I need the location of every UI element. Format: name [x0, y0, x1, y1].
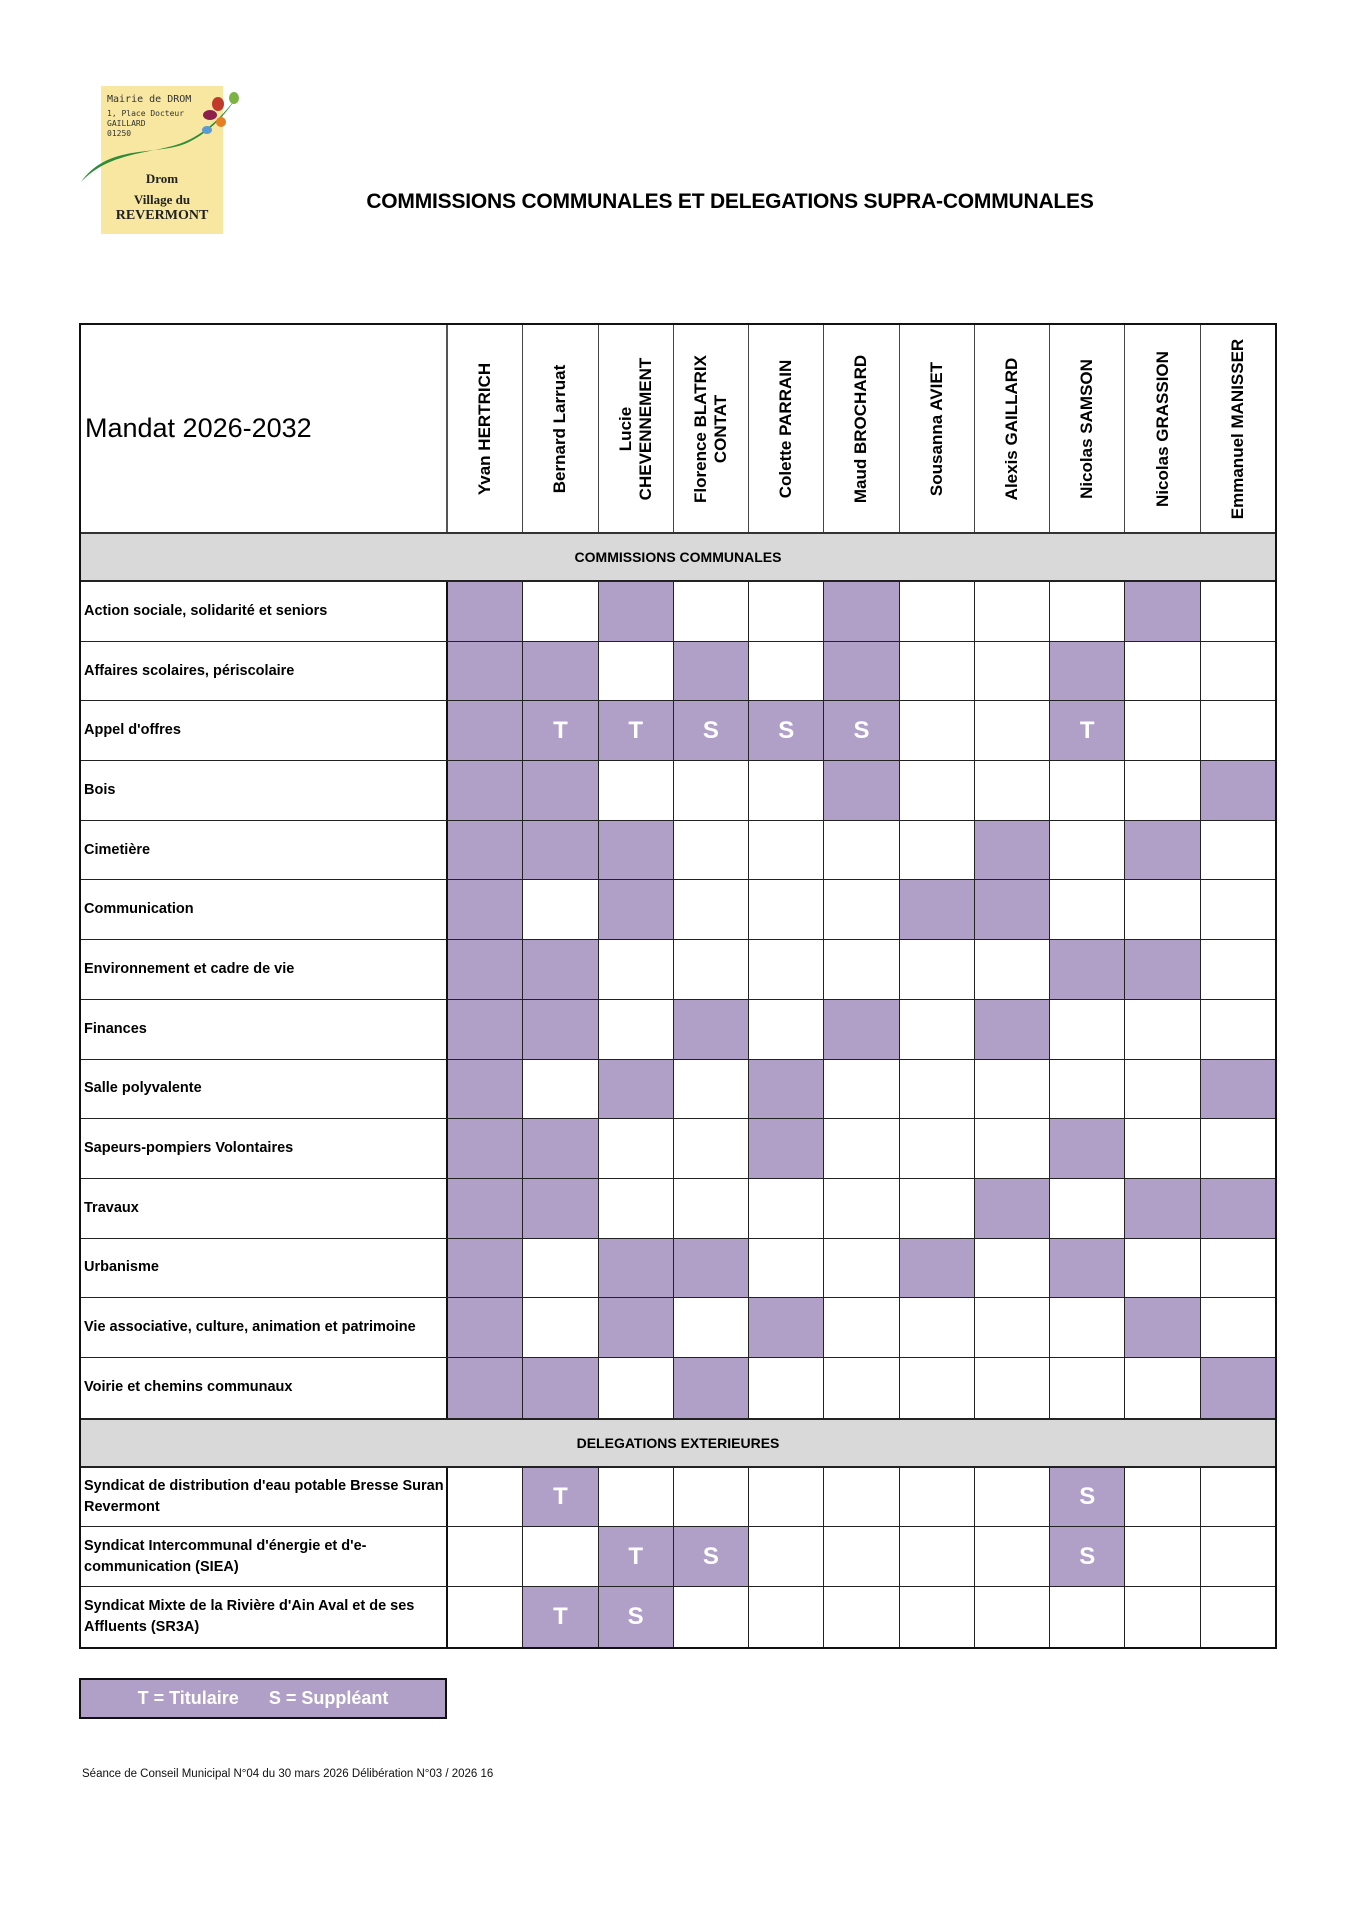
table-row	[81, 1239, 1275, 1299]
member-column-header	[674, 325, 749, 532]
row-label: Action sociale, solidarité et seniors	[81, 582, 448, 641]
assignment-cell-filled	[1125, 1298, 1200, 1357]
assignment-cell-empty	[975, 1468, 1050, 1527]
assignment-cell-empty	[824, 1119, 899, 1178]
assignment-cell-empty	[1125, 642, 1200, 701]
assignment-cell-empty	[749, 1179, 824, 1238]
assignment-cell-filled	[448, 582, 523, 641]
assignment-cell-filled	[448, 1298, 523, 1357]
table-header-row	[81, 325, 1275, 534]
logo-line-2: 1, Place Docteur	[107, 109, 185, 118]
member-name	[616, 357, 656, 500]
table-row	[81, 582, 1275, 642]
assignment-cell-filled	[599, 1298, 674, 1357]
assignment-cell-empty	[975, 1358, 1050, 1418]
assignment-cell-filled: S	[749, 701, 824, 760]
legend-suppleant: S = Suppléant	[268, 1688, 389, 1708]
table-row	[81, 880, 1275, 940]
assignment-cell-empty	[448, 1587, 523, 1647]
assignment-cell-empty	[749, 880, 824, 939]
assignment-cell-empty	[900, 1358, 975, 1418]
assignment-cell-filled	[523, 761, 598, 820]
assignment-cell-empty	[824, 880, 899, 939]
assignment-cell-filled	[448, 761, 523, 820]
assignment-cell-empty	[1201, 582, 1275, 641]
assignment-cell-empty	[523, 1060, 598, 1119]
row-label: Travaux	[81, 1179, 448, 1238]
assignment-cell-empty	[1201, 701, 1275, 760]
assignment-cell-filled: T	[599, 1527, 674, 1586]
assignment-cell-empty	[749, 1468, 824, 1527]
assignment-cell-empty	[1050, 1000, 1125, 1059]
assignment-cell-filled	[1050, 1119, 1125, 1178]
assignment-cell-filled	[975, 1000, 1050, 1059]
assignment-cell-empty	[1201, 1527, 1275, 1586]
assignment-cell-empty	[1201, 642, 1275, 701]
assignment-cell-empty	[1201, 940, 1275, 999]
assignment-cell-empty	[1125, 701, 1200, 760]
member-column-header	[824, 325, 899, 532]
row-label: Environnement et cadre de vie	[81, 940, 448, 999]
table-row	[81, 1358, 1275, 1418]
assignment-cell-filled	[975, 1179, 1050, 1238]
assignment-cell-filled	[1125, 1179, 1200, 1238]
assignment-table	[79, 323, 1277, 1649]
row-label: Affaires scolaires, périscolaire	[81, 642, 448, 701]
assignment-cell-empty	[749, 1358, 824, 1418]
row-label: Syndicat Intercommunal d'énergie et d'e-communication (SIEA)	[81, 1527, 448, 1586]
member-name-line-1: Maud BROCHARD	[851, 354, 871, 503]
row-label: Cimetière	[81, 821, 448, 880]
assignment-cell-empty	[1050, 1179, 1125, 1238]
assignment-cell-empty	[975, 1119, 1050, 1178]
member-name	[1153, 351, 1173, 507]
assignment-cell-filled	[523, 821, 598, 880]
table-row	[81, 821, 1275, 881]
assignment-cell-empty	[824, 1298, 899, 1357]
assignment-cell-empty	[824, 1587, 899, 1647]
assignment-cell-empty	[749, 1587, 824, 1647]
logo-line-1: Mairie de DROM	[107, 94, 192, 105]
assignment-cell-filled	[1050, 1239, 1125, 1298]
logo-line-3: GAILLARD	[107, 119, 146, 128]
assignment-cell-empty	[1201, 880, 1275, 939]
assignment-cell-empty	[599, 761, 674, 820]
assignment-cell-empty	[1125, 1000, 1200, 1059]
member-name-line-2: CONTAT	[710, 394, 730, 463]
member-name	[1002, 357, 1022, 500]
assignment-cell-empty	[1125, 1239, 1200, 1298]
table-row	[81, 1060, 1275, 1120]
assignment-cell-empty	[975, 1587, 1050, 1647]
assignment-cell-empty	[975, 1527, 1050, 1586]
table-row	[81, 642, 1275, 702]
assignment-cell-empty	[1201, 1468, 1275, 1527]
assignment-cell-empty	[749, 1239, 824, 1298]
legend-titulaire: T = Titulaire	[137, 1688, 239, 1708]
assignment-cell-empty	[900, 821, 975, 880]
assignment-cell-filled	[599, 821, 674, 880]
logo-line-4: 01250	[107, 129, 132, 138]
assignment-cell-filled: S	[599, 1587, 674, 1647]
assignment-cell-empty	[975, 1239, 1050, 1298]
assignment-cell-empty	[900, 1468, 975, 1527]
assignment-cell-filled	[599, 1239, 674, 1298]
assignment-cell-filled	[1125, 940, 1200, 999]
assignment-cell-empty	[900, 642, 975, 701]
assignment-cell-empty	[1050, 1060, 1125, 1119]
assignment-cell-empty	[1125, 1587, 1200, 1647]
assignment-cell-filled	[1201, 1179, 1275, 1238]
assignment-cell-empty	[975, 1298, 1050, 1357]
assignment-cell-filled: S	[824, 701, 899, 760]
assignment-cell-filled: S	[674, 1527, 749, 1586]
assignment-cell-empty	[900, 940, 975, 999]
assignment-cell-filled	[599, 1060, 674, 1119]
logo-tagline-1: Village du	[133, 192, 191, 207]
assignment-cell-empty	[523, 1239, 598, 1298]
assignment-cell-empty	[749, 940, 824, 999]
assignment-cell-empty	[523, 582, 598, 641]
assignment-cell-filled	[1201, 1358, 1275, 1418]
row-label: Sapeurs-pompiers Volontaires	[81, 1119, 448, 1178]
assignment-cell-empty	[749, 642, 824, 701]
table-row	[81, 1179, 1275, 1239]
assignment-cell-empty	[523, 1298, 598, 1357]
member-column-header	[1125, 325, 1200, 532]
assignment-cell-filled	[448, 1060, 523, 1119]
assignment-cell-filled	[900, 1239, 975, 1298]
row-label: Communication	[81, 880, 448, 939]
table-row	[81, 1000, 1275, 1060]
assignment-cell-filled: S	[1050, 1527, 1125, 1586]
assignment-cell-empty	[1050, 880, 1125, 939]
assignment-cell-empty	[674, 1298, 749, 1357]
assignment-cell-filled	[448, 1358, 523, 1418]
member-name	[550, 364, 570, 492]
assignment-cell-filled	[599, 880, 674, 939]
assignment-cell-empty	[824, 1527, 899, 1586]
assignment-cell-filled	[448, 1179, 523, 1238]
assignment-cell-filled	[824, 761, 899, 820]
member-column-header	[599, 325, 674, 532]
assignment-cell-filled	[824, 582, 899, 641]
assignment-cell-empty	[900, 1119, 975, 1178]
assignment-cell-filled	[448, 1000, 523, 1059]
assignment-cell-empty	[1201, 1119, 1275, 1178]
member-name-line-1: Florence BLATRIX	[690, 354, 710, 503]
assignment-cell-empty	[1125, 1060, 1200, 1119]
assignment-cell-empty	[824, 821, 899, 880]
assignment-cell-empty	[1125, 761, 1200, 820]
assignment-cell-filled	[674, 1000, 749, 1059]
assignment-cell-empty	[1201, 1000, 1275, 1059]
assignment-cell-empty	[674, 1468, 749, 1527]
assignment-cell-empty	[824, 940, 899, 999]
assignment-cell-filled: S	[1050, 1468, 1125, 1527]
assignment-cell-empty	[674, 880, 749, 939]
member-name	[1228, 338, 1248, 518]
table-row	[81, 1527, 1275, 1587]
assignment-cell-empty	[1050, 1298, 1125, 1357]
assignment-cell-empty	[749, 821, 824, 880]
assignment-cell-empty	[1201, 1239, 1275, 1298]
assignment-cell-empty	[674, 1060, 749, 1119]
row-label: Voirie et chemins communaux	[81, 1358, 448, 1418]
assignment-cell-empty	[975, 701, 1050, 760]
table-row	[81, 940, 1275, 1000]
legend-box	[79, 1678, 447, 1719]
member-column-header	[1050, 325, 1125, 532]
assignment-cell-filled	[900, 880, 975, 939]
assignment-cell-filled	[824, 1000, 899, 1059]
logo-tagline-2: REVERMONT	[115, 208, 209, 223]
assignment-cell-filled	[448, 1119, 523, 1178]
assignment-cell-empty	[900, 1298, 975, 1357]
member-column-header	[900, 325, 975, 532]
table-row	[81, 1119, 1275, 1179]
member-name	[1077, 359, 1097, 499]
section-header: DELEGATIONS EXTERIEURES	[81, 1418, 1275, 1468]
assignment-cell-empty	[1050, 582, 1125, 641]
assignment-cell-empty	[1201, 1587, 1275, 1647]
assignment-cell-empty	[674, 582, 749, 641]
member-name-line-1: Emmanuel MANISSER	[1227, 338, 1247, 519]
member-name	[776, 359, 796, 498]
assignment-cell-filled	[674, 1239, 749, 1298]
member-name-line-1: Yvan HERTRICH	[475, 362, 495, 495]
assignment-cell-filled	[1201, 761, 1275, 820]
row-label: Vie associative, culture, animation et patrimoine	[81, 1298, 448, 1357]
assignment-cell-filled	[523, 1119, 598, 1178]
assignment-cell-filled	[1125, 582, 1200, 641]
assignment-cell-empty	[749, 582, 824, 641]
assignment-cell-filled: T	[523, 1468, 598, 1527]
assignment-cell-empty	[975, 940, 1050, 999]
assignment-cell-empty	[674, 940, 749, 999]
member-name-line-1: Nicolas SAMSON	[1077, 358, 1097, 499]
assignment-cell-empty	[1050, 1587, 1125, 1647]
table-row	[81, 1587, 1275, 1647]
assignment-cell-filled	[448, 880, 523, 939]
assignment-cell-empty	[599, 1358, 674, 1418]
assignment-cell-filled	[749, 1298, 824, 1357]
assignment-cell-filled	[523, 642, 598, 701]
table-row	[81, 701, 1275, 761]
assignment-cell-empty	[824, 1239, 899, 1298]
row-label: Syndicat Mixte de la Rivière d'Ain Aval et de ses Affluents (SR3A)	[81, 1587, 448, 1647]
assignment-cell-empty	[599, 940, 674, 999]
member-name-line-1: Alexis GAILLARD	[1001, 357, 1021, 500]
assignment-cell-empty	[749, 761, 824, 820]
member-name	[927, 361, 947, 495]
assignment-cell-empty	[900, 1527, 975, 1586]
assignment-cell-empty	[1125, 880, 1200, 939]
row-label: Finances	[81, 1000, 448, 1059]
assignment-cell-filled	[749, 1060, 824, 1119]
member-name-line-1: Nicolas GRASSION	[1152, 350, 1172, 507]
assignment-cell-empty	[749, 1527, 824, 1586]
footer-note: Séance de Conseil Municipal N°04 du 30 mars 2026 Délibération N°03 / 2026 16	[82, 1768, 494, 1780]
member-name	[691, 355, 731, 503]
assignment-cell-empty	[674, 1587, 749, 1647]
assignment-cell-empty	[1201, 821, 1275, 880]
member-column-header	[975, 325, 1050, 532]
row-label: Bois	[81, 761, 448, 820]
assignment-cell-filled	[1050, 940, 1125, 999]
assignment-cell-empty	[674, 761, 749, 820]
mandate-label: Mandat 2026-2032	[81, 325, 448, 532]
assignment-cell-empty	[523, 1527, 598, 1586]
assignment-cell-filled: S	[674, 701, 749, 760]
assignment-cell-empty	[1125, 1119, 1200, 1178]
document-title: COMMISSIONS COMMUNALES ET DELEGATIONS SUPRA-COMMUNALES	[366, 190, 1094, 213]
table-row	[81, 1298, 1275, 1358]
assignment-cell-filled	[674, 642, 749, 701]
assignment-cell-empty	[824, 1060, 899, 1119]
row-label: Appel d'offres	[81, 701, 448, 760]
assignment-cell-filled	[523, 1179, 598, 1238]
assignment-cell-filled: T	[599, 701, 674, 760]
assignment-cell-filled	[1201, 1060, 1275, 1119]
member-column-header	[448, 325, 523, 532]
assignment-cell-filled	[749, 1119, 824, 1178]
assignment-cell-filled	[1125, 821, 1200, 880]
member-name-line-2: CHEVENNEMENT	[635, 357, 655, 500]
assignment-cell-empty	[975, 582, 1050, 641]
member-column-header	[1201, 325, 1275, 532]
member-name-line-1: Colette PARRAIN	[776, 359, 796, 498]
assignment-cell-filled: T	[523, 701, 598, 760]
assignment-cell-filled	[448, 821, 523, 880]
assignment-cell-filled: T	[523, 1587, 598, 1647]
assignment-cell-empty	[1050, 1358, 1125, 1418]
assignment-cell-empty	[900, 761, 975, 820]
table-row	[81, 1468, 1275, 1528]
municipality-logo	[79, 82, 249, 238]
assignment-cell-empty	[1125, 1358, 1200, 1418]
assignment-cell-filled	[523, 940, 598, 999]
assignment-cell-filled	[824, 642, 899, 701]
assignment-cell-filled	[674, 1358, 749, 1418]
row-label: Urbanisme	[81, 1239, 448, 1298]
row-label: Syndicat de distribution d'eau potable Bresse Suran Revermont	[81, 1468, 448, 1527]
member-column-header	[749, 325, 824, 532]
assignment-cell-filled	[448, 642, 523, 701]
assignment-cell-empty	[975, 642, 1050, 701]
assignment-cell-empty	[900, 1587, 975, 1647]
assignment-cell-empty	[523, 880, 598, 939]
assignment-cell-empty	[1125, 1527, 1200, 1586]
assignment-cell-empty	[824, 1358, 899, 1418]
assignment-cell-empty	[599, 1119, 674, 1178]
assignment-cell-empty	[900, 582, 975, 641]
assignment-cell-filled	[975, 880, 1050, 939]
assignment-cell-filled	[448, 701, 523, 760]
member-name-line-1: Bernard Larruat	[550, 364, 570, 493]
assignment-cell-empty	[599, 1468, 674, 1527]
assignment-cell-filled	[599, 582, 674, 641]
assignment-cell-filled	[1050, 642, 1125, 701]
member-column-header	[523, 325, 598, 532]
assignment-cell-empty	[824, 1468, 899, 1527]
row-label: Salle polyvalente	[81, 1060, 448, 1119]
assignment-cell-empty	[900, 701, 975, 760]
member-name-line-1: Sousanna AVIET	[926, 361, 946, 496]
assignment-cell-empty	[975, 761, 1050, 820]
section-header: COMMISSIONS COMMUNALES	[81, 534, 1275, 582]
assignment-cell-empty	[900, 1060, 975, 1119]
assignment-cell-empty	[448, 1527, 523, 1586]
assignment-cell-empty	[900, 1179, 975, 1238]
assignment-cell-empty	[599, 642, 674, 701]
member-name	[851, 354, 871, 502]
assignment-cell-empty	[900, 1000, 975, 1059]
assignment-cell-empty	[674, 1179, 749, 1238]
logo-name: Drom	[145, 171, 179, 186]
assignment-cell-filled	[523, 1358, 598, 1418]
assignment-cell-empty	[599, 1000, 674, 1059]
assignment-cell-filled	[448, 1239, 523, 1298]
assignment-cell-filled	[975, 821, 1050, 880]
assignment-cell-empty	[1125, 1468, 1200, 1527]
assignment-cell-empty	[674, 1119, 749, 1178]
assignment-cell-empty	[599, 1179, 674, 1238]
assignment-cell-empty	[975, 1060, 1050, 1119]
assignment-cell-filled	[448, 940, 523, 999]
assignment-cell-empty	[749, 1000, 824, 1059]
assignment-cell-empty	[448, 1468, 523, 1527]
assignment-cell-empty	[824, 1179, 899, 1238]
assignment-cell-empty	[1050, 761, 1125, 820]
assignment-cell-filled	[523, 1000, 598, 1059]
assignment-cell-empty	[1201, 1298, 1275, 1357]
assignment-cell-empty	[674, 821, 749, 880]
assignment-cell-filled: T	[1050, 701, 1125, 760]
assignment-cell-empty	[1050, 821, 1125, 880]
member-name	[475, 362, 495, 494]
member-name-line-1: Lucie	[615, 406, 635, 451]
table-row	[81, 761, 1275, 821]
